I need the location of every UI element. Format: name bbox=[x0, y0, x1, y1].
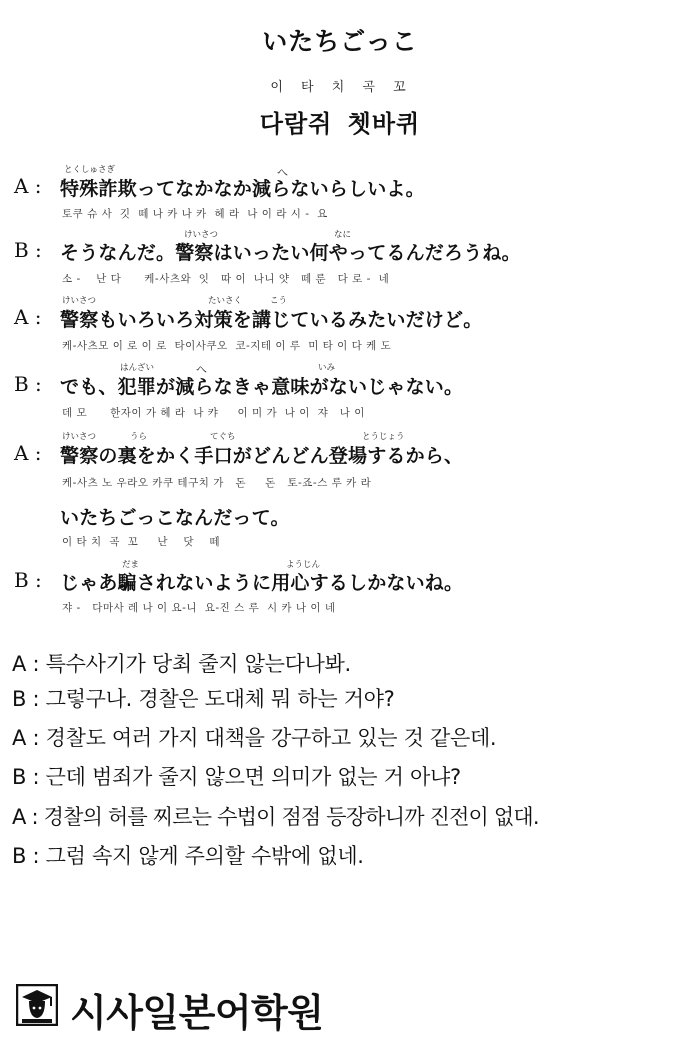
furigana: たいさく bbox=[208, 296, 243, 306]
translation-line: B : 그렇구나. 경찰은 도대체 뭐 하는 거야? bbox=[12, 687, 395, 711]
korean-reading-line: 데 모 한자이 가 헤 라 나 캬 이 미 가 나 이 쟈 나 이 bbox=[62, 407, 365, 419]
graduate-cap-logo-icon bbox=[16, 984, 58, 1026]
translation-line: B : 근데 범죄가 줄지 않으면 의미가 없는 거 아냐? bbox=[12, 765, 461, 789]
pitch-accent-mark: へ bbox=[277, 166, 288, 179]
korean-reading-line: 케-사츠모 이 로 이 로 타이사쿠오 코-지테 이 루 미 타 이 다 케 도 bbox=[62, 340, 392, 352]
furigana: だま bbox=[122, 560, 140, 570]
japanese-line: そうなんだ。警察はいったい何やってるんだろうね。 bbox=[60, 242, 521, 264]
korean-reading-line: 소 - 난 다 케-사츠와 잇 따 이 나니 얏 떼 룬 다 로 - 네 bbox=[62, 273, 390, 285]
furigana: いみ bbox=[318, 363, 336, 373]
furigana: なに bbox=[334, 230, 352, 240]
korean-reading-line: 쟈 - 다마사 레 나 이 요-니 요-진 스 루 시 카 나 이 네 bbox=[62, 602, 336, 614]
translation-line: A : 경찰의 허를 찌르는 수법이 점점 등장하니까 진전이 없대. bbox=[12, 805, 539, 829]
japanese-line: じゃあ騙されないように用心するしかないね。 bbox=[60, 572, 464, 594]
translation-line: A : 경찰도 여러 가지 대책을 강구하고 있는 것 같은데. bbox=[12, 726, 497, 750]
japanese-line: いたちごっこなんだって。 bbox=[60, 507, 290, 529]
furigana: こう bbox=[270, 296, 288, 306]
furigana: てぐち bbox=[210, 432, 236, 442]
furigana: とうじょう bbox=[362, 432, 405, 442]
title-japanese: いたちごっこ bbox=[262, 27, 418, 56]
furigana: はんざい bbox=[120, 363, 155, 373]
korean-reading-line: 이 타 치 곡 꼬 난 닷 떼 bbox=[62, 536, 221, 548]
speaker-label: A : bbox=[14, 441, 42, 465]
furigana: けいさつ bbox=[62, 296, 97, 306]
furigana: けいさつ bbox=[62, 432, 97, 442]
furigana: とくしゅさぎ bbox=[64, 165, 116, 175]
publisher-logo bbox=[16, 982, 376, 1034]
translation-line: A : 특수사기가 당최 줄지 않는다나봐. bbox=[12, 652, 351, 676]
korean-reading-line: 토쿠 슈 사 깃 떼 나 카 나 카 헤 라 나 이 라 시 - 요 bbox=[62, 208, 328, 220]
furigana: ようじん bbox=[286, 560, 321, 570]
japanese-line: 警察もいろいろ対策を講じているみたいだけど。 bbox=[60, 309, 483, 331]
speaker-label: A : bbox=[14, 174, 42, 198]
title-korean: 다람쥐 쳇바퀴 bbox=[259, 110, 421, 138]
japanese-line: 警察の裏をかく手口がどんどん登場するから、 bbox=[60, 445, 464, 467]
korean-reading-line: 케-사츠 노 우라오 카쿠 테구치 가 돈 돈 토-죠-스 루 카 라 bbox=[62, 477, 372, 489]
speaker-label: B : bbox=[14, 372, 42, 396]
publisher-name: 시사일본어학원 bbox=[70, 991, 324, 1035]
translation-line: B : 그럼 속지 않게 주의할 수밖에 없네. bbox=[12, 844, 364, 868]
furigana: けいさつ bbox=[184, 230, 219, 240]
japanese-line: でも、犯罪が減らなきゃ意味がないじゃない。 bbox=[60, 376, 464, 398]
speaker-label: B : bbox=[14, 568, 42, 592]
speaker-label: A : bbox=[14, 305, 42, 329]
japanese-line: 特殊詐欺ってなかなか減らないらしいよ。 bbox=[60, 178, 425, 200]
pitch-accent-mark: へ bbox=[196, 363, 207, 376]
speaker-label: B : bbox=[14, 238, 42, 262]
title-korean-reading: 이 타 치 곡 꼬 bbox=[270, 80, 410, 95]
furigana: うら bbox=[130, 432, 148, 442]
